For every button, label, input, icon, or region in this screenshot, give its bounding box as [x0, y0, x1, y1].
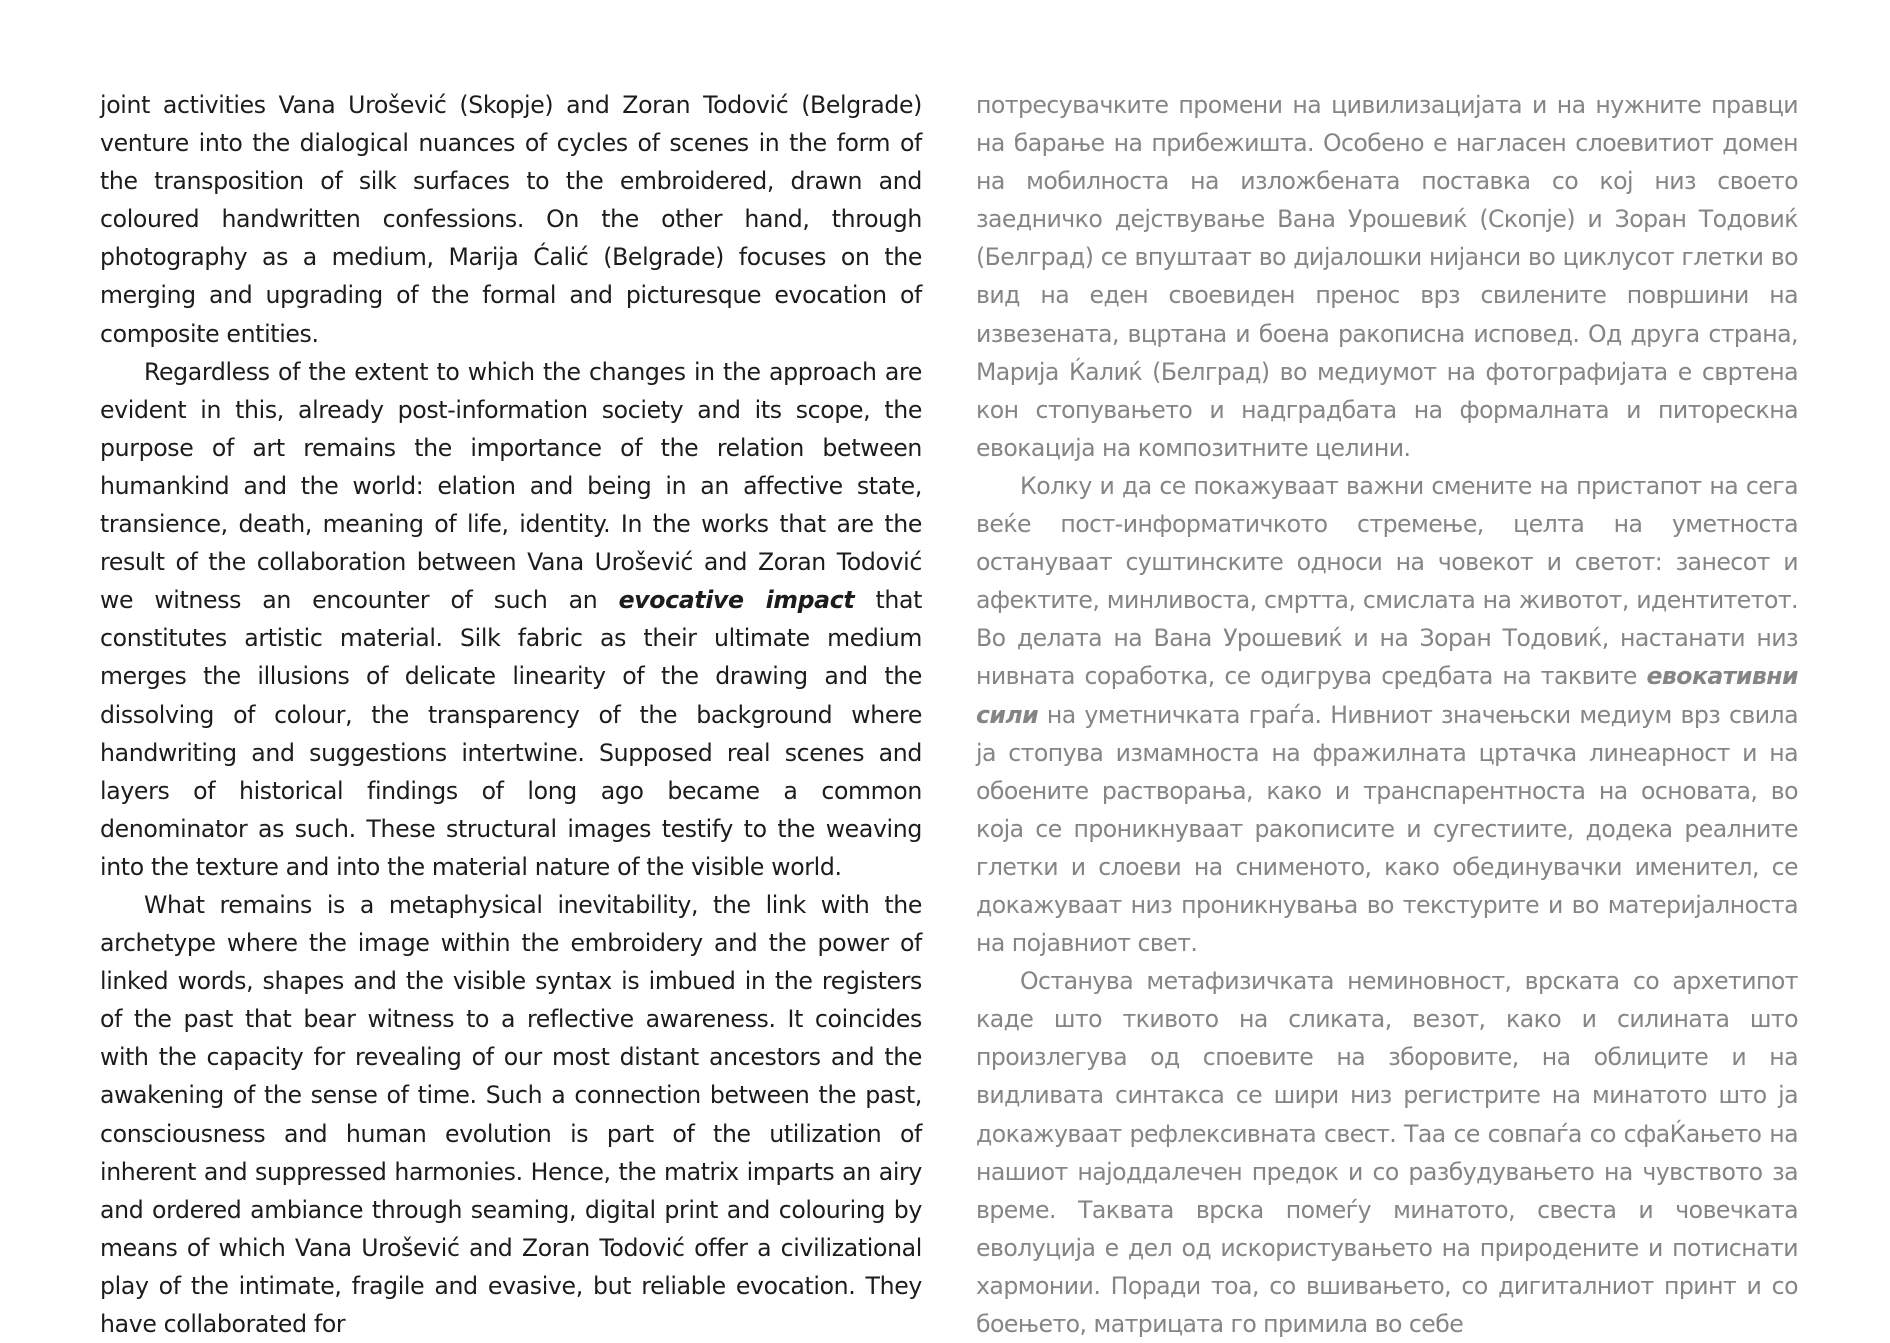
- english-paragraph-2-text: Regardless of the extent to which the changes in the approach are evident in this, already post-information society and its scope, the purpose of art remains the importance of the relation between humankind and the world: elation and being in an affective state, transience, death, meaning of life, identity. In the works that are the result of the collaboration between Vana Urošević and Zoran Todović we witness an encounter of such an: [100, 357, 922, 615]
- english-paragraph-1-text: joint activities Vana Urošević (Skopje) and Zoran Todović (Belgrade) venture into the dialogical nuances of cycles of scenes in the form of the transposition of silk surfaces to the embroidered, drawn and coloured handwritten confessions. On the other hand, through photography as a medium, Marija Ćalić (Belgrade) focuses on the merging and upgrading of the formal and picturesque evocation of composite entities.: [100, 91, 922, 348]
- macedonian-paragraph-3-text: Останува метафизичката неминовност, врската со архетипот каде што ткивото на сликата, везот, како и силината што произлегува од споевите на зборовите, на облиците и на видливата синтакса се шири низ регистрите на минатото што ја докажуваат рефлексивната свест. Таа се совпаѓа со сфаЌањето на нашиот најоддалечен предок и со разбудувањето на чувството за време. Таквата врска помеѓу минатото, свеста и човечката еволуција е дел од искористувањето на природените и потиснати хармонии. Поради тоа, со вшивањето, со дигиталниот принт и со боењето, матрицата го примила во себе: [976, 967, 1798, 1338]
- macedonian-paragraph-1-text: потресувачките промени на цивилизацијата и на нужните правци на барање на прибежишта. Особено е нагласен слоевитиот домен на мобилноста на изложбената поставка со кој низ своето заедничко дејствување Вана Урошевиќ (Скопје) и Зоран Тодовиќ (Белград) се впуштаат во дијалошки нијанси во циклусот глетки во вид на еден своевиден пренос врз свилените површини на извезената, вцртана и боена ракописна исповед. Од друга страна, Марија Ќалиќ (Белград) во медиумот на фотографијата е свртена кон стопувањето и надградбата на формалната и питорескна евокација на композитните целини.: [976, 91, 1798, 462]
- english-paragraph-2-rest: that constitutes artistic material. Silk fabric as their ultimate medium merges the illusions of delicate linearity of the drawing and the dissolving of colour, the transparency of the background where handwriting and suggestions intertwine. Supposed real scenes and layers of historical findings of long ago became a common denominator as such. These structural images testify to the weaving into the texture and into the material nature of the visible world.: [100, 586, 923, 881]
- macedonian-emphasis-phrase: евокативни сили: [976, 662, 1798, 729]
- macedonian-paragraph-2: [976, 467, 1798, 962]
- english-emphasis-phrase: evocative impact: [618, 586, 855, 615]
- english-paragraph-3-text: What remains is a metaphysical inevitability, the link with the archetype where the image within the embroidery and the power of linked words, shapes and the visible syntax is imbued in the registers of the past that bear witness to a reflective awareness. It coincides with the capacity for revealing of our most distant ancestors and the awakening of the sense of time. Such a connection between the past, consciousness and human evolution is part of the utilization of inherent and suppressed harmonies. Hence, the matrix imparts an airy and ordered ambiance through seaming, digital print and colouring by means of which Vana Urošević and Zoran Todović offer a civilizational play of the intimate, fragile and evasive, but reliable evocation. They have collaborated for: [100, 890, 922, 1338]
- english-paragraph-1: [100, 86, 922, 353]
- english-paragraph-3: [100, 886, 922, 1343]
- macedonian-column: [976, 86, 1798, 1343]
- english-paragraph-2: [100, 353, 922, 886]
- macedonian-paragraph-1: [976, 86, 1798, 467]
- macedonian-paragraph-3: [976, 962, 1798, 1343]
- english-column: [100, 86, 922, 1343]
- macedonian-paragraph-2-text: Колку и да се покажуваат важни смените на пристапот на сега веќе пост-информатичкото стремење, целта на уметноста остануваат суштинските односи на човекот и светот: занесот и афектите, минливоста, смртта, смислата на животот, идентитетот. Во делата на Вана Урошевиќ и на Зоран Тодовиќ, настанати низ нивната соработка, се одигрува средбата на таквите: [976, 471, 1798, 691]
- macedonian-paragraph-2-rest: на уметничката граѓа. Нивниот значењски медиум врз свила ја стопува измамноста на фражилната цртачка линеарност и на обоените растворања, како и транспарентноста на основата, во која се проникнуваат ракописите и сугестиите, додека реалните глетки и слоеви на снименото, како обединувачки именител, се докажуваат низ проникнувања во текстурите и во материјалноста на појавниот свет.: [976, 700, 1798, 958]
